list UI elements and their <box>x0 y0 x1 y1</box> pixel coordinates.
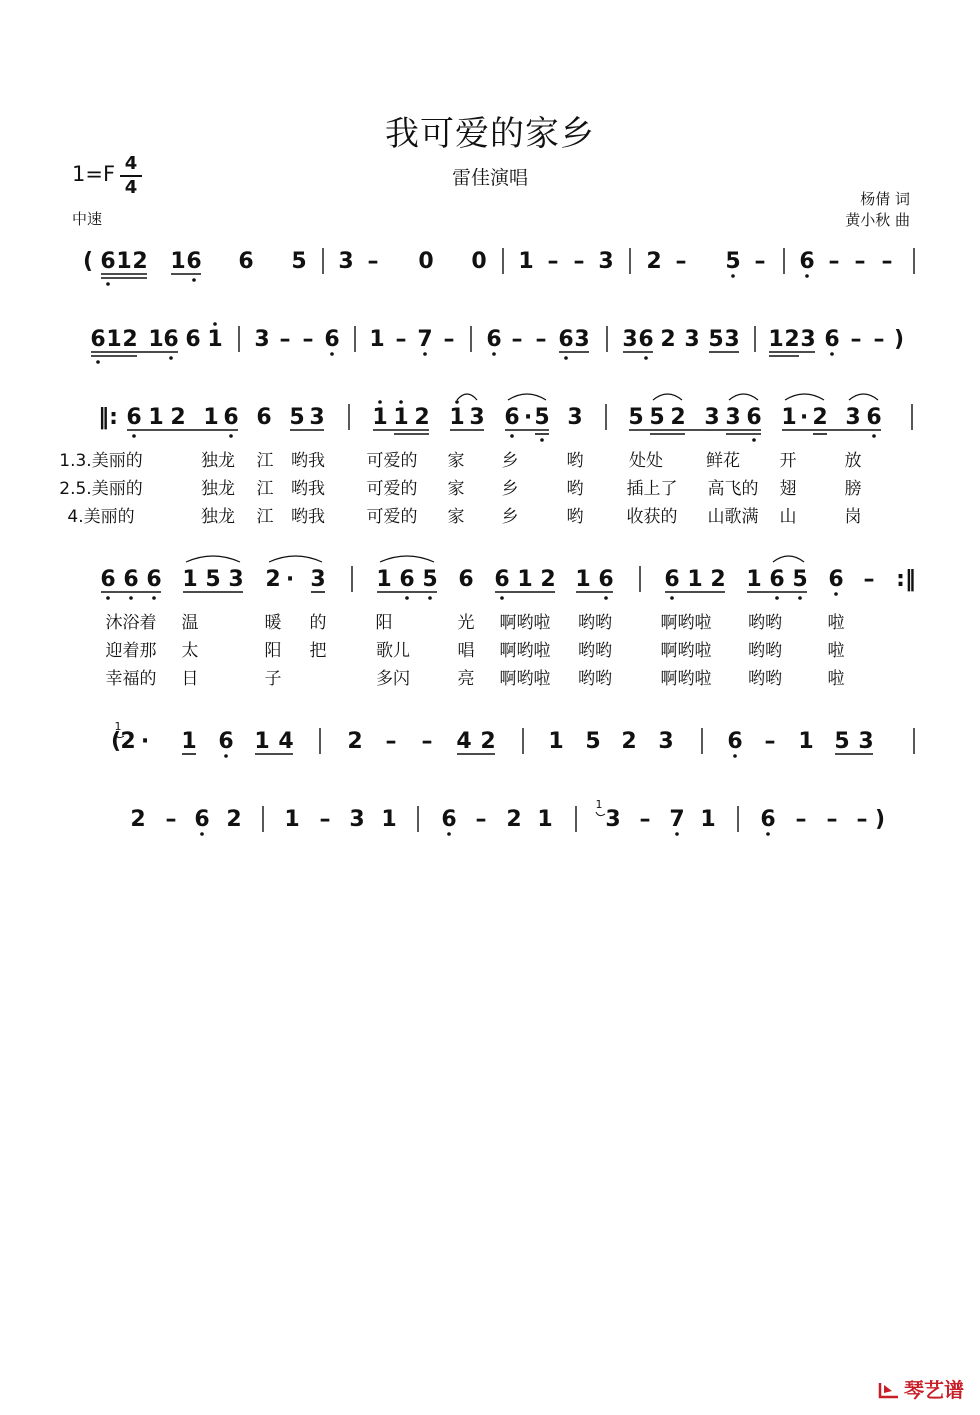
lyric-text: 温 <box>181 613 199 633</box>
lyric-text: 4.美丽的 <box>67 507 135 527</box>
note: 5 <box>708 327 724 352</box>
slur-arc <box>785 394 824 400</box>
note: 2 <box>710 567 726 592</box>
note: 2 <box>812 405 828 430</box>
slur-arc <box>773 556 804 562</box>
lyric-text: 哟 <box>566 451 584 471</box>
lyric-text: 哟 <box>566 507 584 527</box>
lyric-text: 哟哟 <box>578 641 612 661</box>
note: 2 <box>506 807 522 832</box>
note: 1 <box>181 729 197 754</box>
lyric-text: 乡 <box>501 451 519 471</box>
note: 3 <box>309 405 325 430</box>
note: 6 <box>90 327 106 352</box>
lyric-text: 哟我 <box>291 451 325 471</box>
low-octave-dot <box>798 596 802 600</box>
note: 6 <box>256 405 272 430</box>
note: 5 <box>834 729 850 754</box>
dash-note: – <box>795 807 807 832</box>
note: 6 <box>760 807 776 832</box>
repeat-sign: ‖: <box>98 405 118 430</box>
lyric-text: 把 <box>309 641 327 661</box>
note: 3 <box>724 327 740 352</box>
lyric-text: 啊哟啦 <box>499 669 551 689</box>
lyric-text: 插上了 <box>626 479 678 499</box>
dash-note: – <box>881 249 893 274</box>
lyric-text: 唱 <box>457 641 475 661</box>
song-title: 我可爱的家乡 <box>385 114 595 154</box>
note: 3 <box>338 249 354 274</box>
slur-arc <box>849 394 878 400</box>
note: 1 <box>768 327 784 352</box>
dash-note: – <box>367 249 379 274</box>
note: 1 <box>203 405 219 430</box>
low-octave-dot <box>731 274 735 278</box>
dash-note: – <box>573 249 585 274</box>
lyric-text: 哟哟 <box>748 669 782 689</box>
note: 3 <box>845 405 861 430</box>
lyric-text: 哟 <box>566 479 584 499</box>
note: 0 <box>418 249 434 274</box>
lyric-text: 家 <box>447 479 465 499</box>
note: 3 <box>228 567 244 592</box>
note: 6 <box>194 807 210 832</box>
lyric-text: 的 <box>309 613 327 633</box>
note: 3 <box>704 405 720 430</box>
low-octave-dot <box>510 434 514 438</box>
grace-note: 1 <box>114 720 122 733</box>
low-octave-dot <box>805 274 809 278</box>
lyric-text: 幸福的 <box>105 669 157 689</box>
note: · <box>285 567 295 592</box>
note: 2 <box>670 405 686 430</box>
dash-note: – <box>395 327 407 352</box>
note: 7 <box>417 327 433 352</box>
slur-arc <box>380 556 434 562</box>
low-octave-dot <box>229 434 233 438</box>
note: 6 <box>866 405 882 430</box>
lyric-text: 啦 <box>827 669 845 689</box>
low-octave-dot <box>752 438 756 442</box>
note: 3 <box>605 807 621 832</box>
note: 6 <box>123 567 139 592</box>
low-octave-dot <box>96 360 100 364</box>
high-octave-dot <box>378 400 382 404</box>
slur-arc <box>186 556 240 562</box>
dash-note: – <box>443 327 455 352</box>
note: 3 <box>469 405 485 430</box>
note: 2 <box>540 567 556 592</box>
time-signature-bottom: 4 <box>124 177 138 198</box>
dash-note: – <box>279 327 291 352</box>
note: 3 <box>349 807 365 832</box>
lyric-text: 阳 <box>375 613 393 633</box>
lyric-text: 子 <box>264 669 282 689</box>
note: 5 <box>534 405 550 430</box>
note: 1 <box>381 807 397 832</box>
lyric-text: 啊哟啦 <box>499 641 551 661</box>
low-octave-dot <box>872 434 876 438</box>
lyric-text: 啊哟啦 <box>499 613 551 633</box>
low-octave-dot <box>733 754 737 758</box>
dash-note: – <box>385 729 397 754</box>
note: 5 <box>422 567 438 592</box>
lyric-text: 哟哟 <box>748 641 782 661</box>
low-octave-dot <box>644 356 648 360</box>
note: 2 <box>122 327 138 352</box>
key-signature: 1=F <box>72 162 116 186</box>
parenthesis: ) <box>874 807 886 832</box>
low-octave-dot <box>106 596 110 600</box>
lyric-text: 翅 <box>779 479 797 499</box>
lyric-text: 哟哟 <box>578 613 612 633</box>
low-octave-dot <box>830 352 834 356</box>
dash-note: – <box>675 249 687 274</box>
dash-note: – <box>764 729 776 754</box>
note: 6 <box>100 567 116 592</box>
low-octave-dot <box>775 596 779 600</box>
note: 6 <box>223 405 239 430</box>
low-octave-dot <box>604 596 608 600</box>
lyric-text: 江 <box>256 507 274 527</box>
slur-arc <box>457 394 477 400</box>
note: 1 <box>372 405 388 430</box>
note: 2 <box>226 807 242 832</box>
note: 1 <box>517 567 533 592</box>
lyric-text: 放 <box>844 451 862 471</box>
lyric-text: 啦 <box>827 641 845 661</box>
low-octave-dot <box>675 832 679 836</box>
note: 1 <box>148 405 164 430</box>
lyric-text: 山 <box>779 507 797 527</box>
note: 5 <box>291 249 307 274</box>
lyric-text: 乡 <box>501 507 519 527</box>
note: 1 <box>369 327 385 352</box>
dash-note: – <box>547 249 559 274</box>
note: 6 <box>163 327 179 352</box>
composer-credit: 黄小秋 曲 <box>845 211 910 229</box>
lyric-text: 高飞的 <box>707 479 759 499</box>
parenthesis: ( <box>110 729 122 754</box>
note: 6 <box>126 405 142 430</box>
low-octave-dot <box>132 434 136 438</box>
note: 5 <box>792 567 808 592</box>
note: 2 <box>414 405 430 430</box>
lyric-text: 乡 <box>501 479 519 499</box>
grace-note: 1 <box>595 798 603 811</box>
low-octave-dot <box>428 596 432 600</box>
tempo-marking: 中速 <box>72 210 103 228</box>
dash-note: – <box>863 567 875 592</box>
parenthesis: ( <box>82 249 94 274</box>
high-octave-dot <box>455 400 459 404</box>
note: 2 <box>646 249 662 274</box>
lyric-text: 膀 <box>844 479 862 499</box>
note: 1 <box>548 729 564 754</box>
repeat-sign: :‖ <box>896 567 916 592</box>
note: 3 <box>254 327 270 352</box>
lyric-text: 哟哟 <box>748 613 782 633</box>
note: 1 <box>170 249 186 274</box>
lyric-text: 啊哟啦 <box>660 669 712 689</box>
note: 1 <box>687 567 703 592</box>
dash-note: – <box>535 327 547 352</box>
note: 1 <box>393 405 409 430</box>
lyric-text: 2.5.美丽的 <box>59 479 143 499</box>
dash-note: – <box>873 327 885 352</box>
lyric-text: 可爱的 <box>366 451 418 471</box>
low-octave-dot <box>834 592 838 596</box>
note: 6 <box>828 567 844 592</box>
note: 6 <box>486 327 502 352</box>
note: 2 <box>132 249 148 274</box>
lyric-text: 岗 <box>844 507 862 527</box>
note: 6 <box>186 249 202 274</box>
lyric-text: 多闪 <box>376 669 410 689</box>
high-octave-dot <box>399 400 403 404</box>
lyric-text: 山歌满 <box>707 507 759 527</box>
note: 3 <box>800 327 816 352</box>
low-octave-dot <box>500 596 504 600</box>
note: 1 <box>116 249 132 274</box>
low-octave-dot <box>330 352 334 356</box>
note: 1 <box>254 729 270 754</box>
note: · <box>523 405 533 430</box>
note: 6 <box>458 567 474 592</box>
dash-note: – <box>754 249 766 274</box>
note: 3 <box>574 327 590 352</box>
lyric-text: 哟哟 <box>578 669 612 689</box>
time-signature-top: 4 <box>124 153 138 174</box>
brand-logo <box>878 1374 964 1403</box>
dash-note: – <box>421 729 433 754</box>
lyric-text: 可爱的 <box>366 479 418 499</box>
note: 3 <box>658 729 674 754</box>
note: · <box>140 729 150 754</box>
note: 6 <box>769 567 785 592</box>
note: 3 <box>567 405 583 430</box>
lyric-text: 独龙 <box>201 479 235 499</box>
slur-arc <box>729 394 758 400</box>
note: 1 <box>700 807 716 832</box>
low-octave-dot <box>200 832 204 836</box>
dash-note: – <box>828 249 840 274</box>
note: 6 <box>100 249 116 274</box>
lyric-text: 太 <box>181 641 199 661</box>
lyric-text: 鲜花 <box>706 451 740 471</box>
note: 6 <box>494 567 510 592</box>
performer-subtitle: 雷佳演唱 <box>451 167 528 189</box>
lyric-text: 哟我 <box>291 479 325 499</box>
note: 2 <box>347 729 363 754</box>
low-octave-dot <box>152 596 156 600</box>
note: 6 <box>746 405 762 430</box>
note: 3 <box>622 327 638 352</box>
note: 6 <box>146 567 162 592</box>
brand-mark-icon <box>878 1381 900 1399</box>
note: 6 <box>324 327 340 352</box>
note: 6 <box>824 327 840 352</box>
lyric-text: 独龙 <box>201 507 235 527</box>
lyric-text: 独龙 <box>201 451 235 471</box>
lyric-text: 啦 <box>827 613 845 633</box>
note: 2 <box>480 729 496 754</box>
lyricist-credit: 杨倩 词 <box>860 190 910 208</box>
note: 2 <box>265 567 281 592</box>
note: 7 <box>669 807 685 832</box>
dash-note: – <box>511 327 523 352</box>
note: 1 <box>781 405 797 430</box>
note: 1 <box>376 567 392 592</box>
note: 4 <box>456 729 472 754</box>
low-octave-dot <box>405 596 409 600</box>
dash-note: – <box>854 249 866 274</box>
parenthesis: ) <box>893 327 905 352</box>
note: 5 <box>628 405 644 430</box>
dash-note: – <box>165 807 177 832</box>
brand-logo-text: 琴艺谱 <box>904 1378 964 1402</box>
low-octave-dot <box>447 832 451 836</box>
lyric-text: 家 <box>447 507 465 527</box>
note: 2 <box>120 729 136 754</box>
low-octave-dot <box>670 596 674 600</box>
note: 5 <box>725 249 741 274</box>
dash-note: – <box>319 807 331 832</box>
note: 2 <box>130 807 146 832</box>
note: 6 <box>399 567 415 592</box>
lyric-text: 江 <box>256 479 274 499</box>
note: 1 <box>518 249 534 274</box>
low-octave-dot <box>540 438 544 442</box>
lyric-text: 歌儿 <box>376 641 410 661</box>
note: 1 <box>182 567 198 592</box>
lyric-text: 沐浴着 <box>105 613 157 633</box>
low-octave-dot <box>129 596 133 600</box>
dash-note: – <box>475 807 487 832</box>
note: 1 <box>575 567 591 592</box>
dash-note: – <box>639 807 651 832</box>
note: 1 <box>537 807 553 832</box>
note: 6 <box>727 729 743 754</box>
note: 6 <box>185 327 201 352</box>
lyric-text: 处处 <box>629 451 663 471</box>
note: 3 <box>310 567 326 592</box>
note: 2 <box>784 327 800 352</box>
note: 6 <box>638 327 654 352</box>
low-octave-dot <box>106 282 110 286</box>
lyric-text: 亮 <box>457 669 475 689</box>
note: 6 <box>441 807 457 832</box>
note: 3 <box>598 249 614 274</box>
lyric-text: 江 <box>256 451 274 471</box>
note: 2 <box>660 327 676 352</box>
note: 1 <box>148 327 164 352</box>
note: 6 <box>238 249 254 274</box>
lyric-text: 日 <box>181 669 199 689</box>
lyric-text: 家 <box>447 451 465 471</box>
lyric-text: 可爱的 <box>366 507 418 527</box>
note: 6 <box>558 327 574 352</box>
slur-arc <box>269 556 322 562</box>
high-octave-dot <box>213 322 217 326</box>
note: 1 <box>746 567 762 592</box>
grace-slur <box>596 812 605 816</box>
lyric-text: 哟我 <box>291 507 325 527</box>
note: 1 <box>798 729 814 754</box>
note: 1 <box>284 807 300 832</box>
dash-note: – <box>826 807 838 832</box>
low-octave-dot <box>492 352 496 356</box>
lyric-text: 开 <box>779 451 797 471</box>
dash-note: – <box>856 807 868 832</box>
lyric-text: 啊哟啦 <box>660 641 712 661</box>
slur-arc <box>508 394 546 400</box>
note: 3 <box>725 405 741 430</box>
note: 6 <box>504 405 520 430</box>
lyric-text: 迎着那 <box>105 641 157 661</box>
note: 6 <box>664 567 680 592</box>
low-octave-dot <box>169 356 173 360</box>
note: 0 <box>471 249 487 274</box>
note: 5 <box>649 405 665 430</box>
note: 3 <box>684 327 700 352</box>
note: 6 <box>598 567 614 592</box>
note: 2 <box>170 405 186 430</box>
lyric-text: 1.3.美丽的 <box>59 451 143 471</box>
note: 6 <box>799 249 815 274</box>
low-octave-dot <box>192 278 196 282</box>
note: · <box>799 405 809 430</box>
dash-note: – <box>302 327 314 352</box>
low-octave-dot <box>564 356 568 360</box>
note: 5 <box>585 729 601 754</box>
low-octave-dot <box>423 352 427 356</box>
note: 5 <box>205 567 221 592</box>
note: 6 <box>218 729 234 754</box>
dash-note: – <box>850 327 862 352</box>
lyric-text: 阳 <box>264 641 282 661</box>
note: 4 <box>278 729 294 754</box>
lyric-text: 啊哟啦 <box>660 613 712 633</box>
note: 2 <box>621 729 637 754</box>
note: 3 <box>858 729 874 754</box>
low-octave-dot <box>224 754 228 758</box>
lyric-text: 暖 <box>264 613 282 633</box>
note: 1 <box>449 405 465 430</box>
lyric-text: 光 <box>457 613 475 633</box>
note: 1 <box>106 327 122 352</box>
slur-arc <box>653 394 682 400</box>
note: 1 <box>207 327 223 352</box>
lyric-text: 收获的 <box>626 507 678 527</box>
low-octave-dot <box>766 832 770 836</box>
note: 5 <box>289 405 305 430</box>
